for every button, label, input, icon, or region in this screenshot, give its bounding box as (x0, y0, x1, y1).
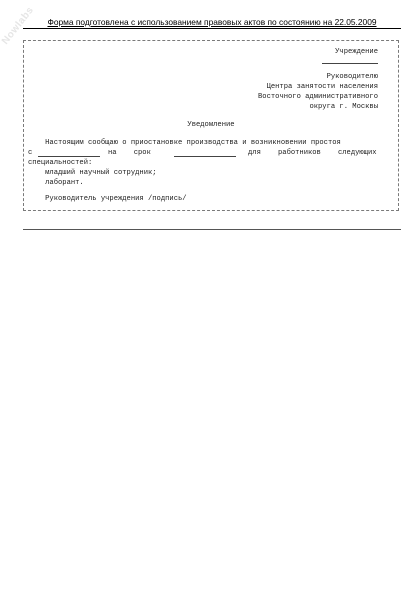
term-blank (174, 156, 236, 157)
addressee-line-2: Центра занятости населения (266, 83, 378, 91)
paragraph-line-3: специальностей: (28, 159, 93, 167)
form-notice-prefix: Форма подготовлена с использованием правовых актов по состоянию на (47, 17, 335, 27)
for-term-label: на срок (108, 149, 151, 157)
document-title: Уведомление (187, 121, 235, 129)
paragraph-line-1: Настоящим сообщаю о приостановке производства и возникновении простоя (28, 139, 341, 147)
addressee-line-1: Руководителю (326, 73, 378, 81)
list-item: младший научный сотрудник; (28, 169, 157, 177)
document-frame (23, 40, 399, 211)
institution-label: Учреждение (335, 48, 378, 56)
header-underline (23, 28, 401, 29)
watermark-text: Nowlabs (0, 4, 37, 47)
addressee-line-3: Восточного административного (258, 93, 378, 101)
date-from-blank (38, 156, 100, 157)
addressee-line-4: округа г. Москвы (309, 103, 378, 111)
workers-label: для работников следующих (248, 149, 377, 157)
list-item: лаборант. (28, 179, 84, 187)
signature-line: Руководитель учреждения /подпись/ (28, 195, 187, 203)
form-notice-date: 22.05.2009 (334, 17, 377, 27)
institution-blank (322, 63, 378, 64)
from-label: с (28, 149, 33, 157)
form-notice (23, 17, 401, 27)
bottom-rule (23, 229, 401, 230)
